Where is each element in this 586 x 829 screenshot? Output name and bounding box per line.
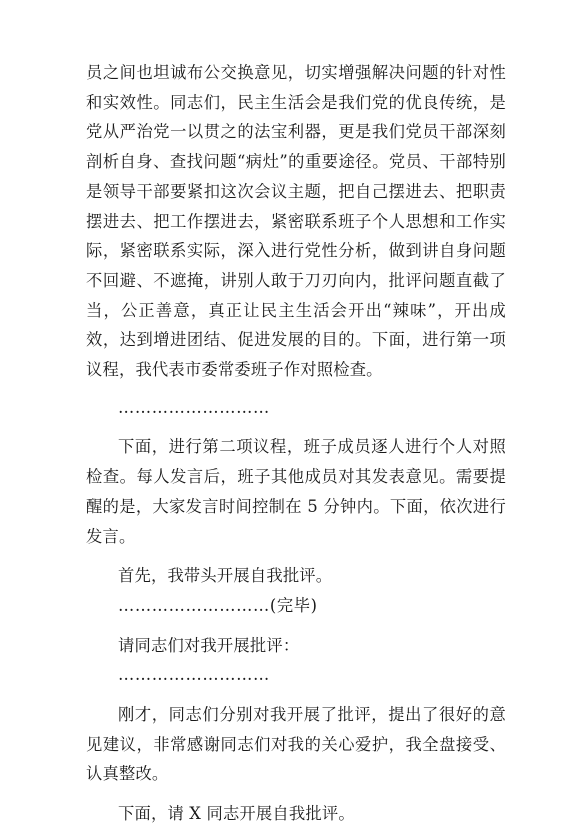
paragraph-second-agenda: 下面，进行第二项议程，班子成员逐人进行个人对照检查。每人发言后，班子其他成员对其发表意见。需要提醒的是，大家发言时间控制在 5 分钟内。下面，依次进行发言。 [86,437,506,546]
paragraph-thanks: 刚才，同志们分别对我开展了批评，提出了很好的意见建议，非常感谢同志们对我的关心爱护，我全盘接受、认真整改。 [86,705,506,784]
paragraph-next-speaker: 下面，请 X 同志开展自我批评。 [118,804,355,824]
ellipsis-finished: ………………………(完毕) [118,595,318,615]
paragraph-request-criticism: 请同志们对我开展批评： [118,635,300,655]
document-body [86,58,506,829]
ellipsis-separator-2: ……………………… [118,665,270,685]
paragraph-self-criticism-start: 首先，我带头开展自我批评。 [118,566,333,586]
ellipsis-separator: ……………………… [118,397,270,417]
paragraph-opening: 员之间也坦诚布公交换意见，切实增强解决问题的针对性和实效性。同志们，民主生活会是我们党的优良传统，是党从严治党一以贯之的法宝利器，更是我们党员干部深刻剖析自身、查找问题“病灶”的重要途径。党员、干部特别是领导干部要紧扣这次会议主题，把自己摆进去、把职责摆进去、把工作摆进去，紧密联系班子个人思想和工作实际，紧密联系实际，深入进行党性分析，做到讲自身问题不回避、不遮掩，讲别人敢于刀刃向内，批评问题直截了当，公正善意，真正让民主生活会开出“辣味”，开出成效，达到增进团结、促进发展的目的。下面，进行第一项议程，我代表市委常委班子作对照检查。 [86,63,506,380]
